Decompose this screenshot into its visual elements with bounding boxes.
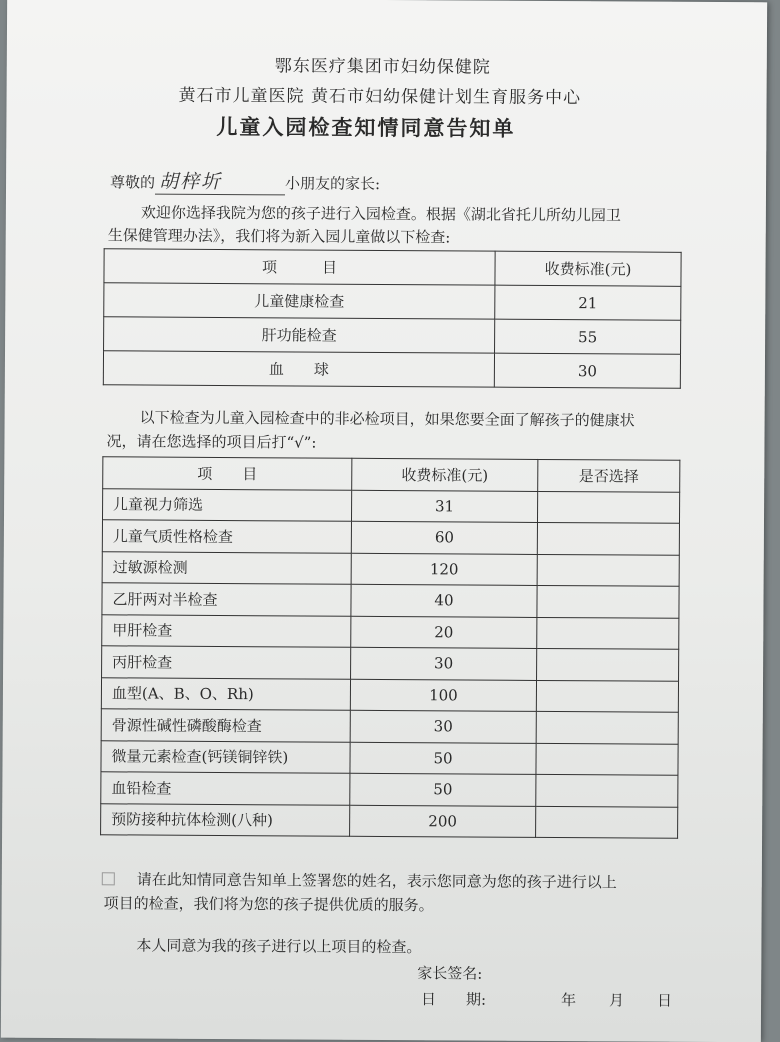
item-cell: 甲肝检查 (102, 614, 351, 647)
item-cell: 血铅检查 (101, 772, 350, 805)
table-row (101, 740, 678, 775)
choice-cell[interactable] (537, 554, 679, 586)
table-header-row (103, 457, 680, 492)
checkbox-icon (102, 870, 115, 889)
column-header-fee: 收费标准(元) (495, 251, 681, 286)
child-name-field: 胡梓圻 (155, 167, 285, 196)
fee-cell: 20 (351, 616, 537, 649)
optional-intro-line-2: 况，请在您选择的项目后打“√”: (106, 432, 317, 452)
fee-cell: 50 (350, 742, 536, 775)
item-cell: 儿童视力筛选 (102, 488, 351, 521)
fee-cell: 30 (351, 647, 537, 680)
required-checks-table (103, 248, 682, 389)
page-title: 儿童入园检查知情同意告知单 (216, 114, 516, 141)
choice-cell[interactable] (536, 743, 678, 775)
table-row (102, 614, 679, 649)
date-label: 日 期: (421, 990, 487, 1009)
table-row (103, 351, 680, 389)
table-row (102, 583, 679, 618)
choice-cell[interactable] (537, 491, 679, 523)
fee-cell: 100 (350, 679, 536, 712)
fee-cell: 30 (350, 710, 536, 743)
optional-checks-table (100, 456, 680, 839)
item-cell: 微量元素检查(钙镁铜锌铁) (101, 740, 350, 773)
table-header-row (104, 249, 681, 287)
salutation (110, 166, 380, 196)
item-cell: 血 球 (103, 351, 494, 387)
date-month: 月 (609, 991, 625, 1010)
fee-cell: 50 (350, 773, 536, 806)
table-row (104, 317, 681, 355)
item-cell: 肝功能检查 (104, 317, 495, 353)
item-cell: 乙肝两对半检查 (102, 583, 351, 616)
table-row (101, 772, 678, 807)
choice-cell[interactable] (536, 711, 678, 743)
choice-cell[interactable] (536, 680, 678, 712)
table-row (101, 709, 678, 744)
hospital-names: 黄石市儿童医院 黄石市妇幼保健计划生育服务中心 (178, 85, 582, 109)
choice-cell[interactable] (537, 617, 679, 649)
intro-line-2: 生保健管理办法》，我们将为新入园儿童做以下检查: (107, 226, 451, 247)
column-header-item: 项 目 (104, 249, 495, 285)
fee-cell: 30 (494, 353, 680, 388)
date-year: 年 (561, 991, 577, 1010)
choice-cell[interactable] (537, 522, 679, 554)
item-cell: 丙肝检查 (102, 646, 351, 679)
choice-cell[interactable] (537, 585, 679, 617)
table-row (102, 520, 679, 555)
consent-line-1: 请在此知情同意告知单上签署您的姓名，表示您同意为您的孩子进行以上 (136, 870, 617, 892)
table-row (102, 488, 679, 523)
item-cell: 儿童气质性格检查 (102, 520, 351, 553)
item-cell: 骨源性碱性磷酸酶检查 (101, 709, 350, 742)
fee-cell: 120 (351, 553, 537, 586)
fee-cell: 60 (351, 521, 537, 554)
consent-form-paper (1, 0, 767, 1042)
fee-cell: 55 (495, 319, 681, 354)
choice-cell[interactable] (537, 648, 679, 680)
consent-line-2: 项目的检查，我们将为您的孩子提供优质的服务。 (103, 894, 434, 915)
intro-line-1: 欢迎你选择我院为您的孩子进行入园检查。根据《湖北省托儿所幼儿园卫 (140, 203, 621, 225)
table-row (102, 646, 679, 681)
item-cell: 血型(A、B、O、Rh) (101, 677, 350, 710)
table-row (101, 803, 678, 838)
item-cell: 过敏源检测 (102, 551, 351, 584)
table-row (104, 283, 681, 321)
hospital-group-name: 鄂东医疗集团市妇幼保健院 (274, 56, 491, 78)
agreement-statement: 本人同意为我的孩子进行以上项目的检查。 (136, 936, 422, 957)
column-header-fee: 收费标准(元) (352, 458, 538, 491)
fee-cell: 31 (351, 490, 537, 523)
parent-signature-label: 家长签名: (417, 964, 483, 983)
optional-intro-line-1: 以下检查为儿童入园检查中的非必检项目，如果您要全面了解孩子的健康状 (139, 408, 635, 430)
choice-cell[interactable] (536, 774, 678, 806)
column-header-item: 项 目 (103, 457, 352, 490)
date-day: 日 (657, 991, 673, 1010)
item-cell: 预防接种抗体检测(八种) (101, 803, 350, 836)
choice-cell[interactable] (536, 806, 678, 838)
salutation-suffix: 小朋友的家长: (285, 174, 381, 193)
salutation-prefix: 尊敬的 (110, 173, 156, 192)
table-row (101, 677, 678, 712)
fee-cell: 40 (351, 584, 537, 617)
table-row (102, 551, 679, 586)
column-header-choice: 是否选择 (538, 459, 680, 491)
item-cell: 儿童健康检查 (104, 283, 495, 319)
fee-cell: 21 (495, 285, 681, 320)
fee-cell: 200 (350, 805, 536, 838)
